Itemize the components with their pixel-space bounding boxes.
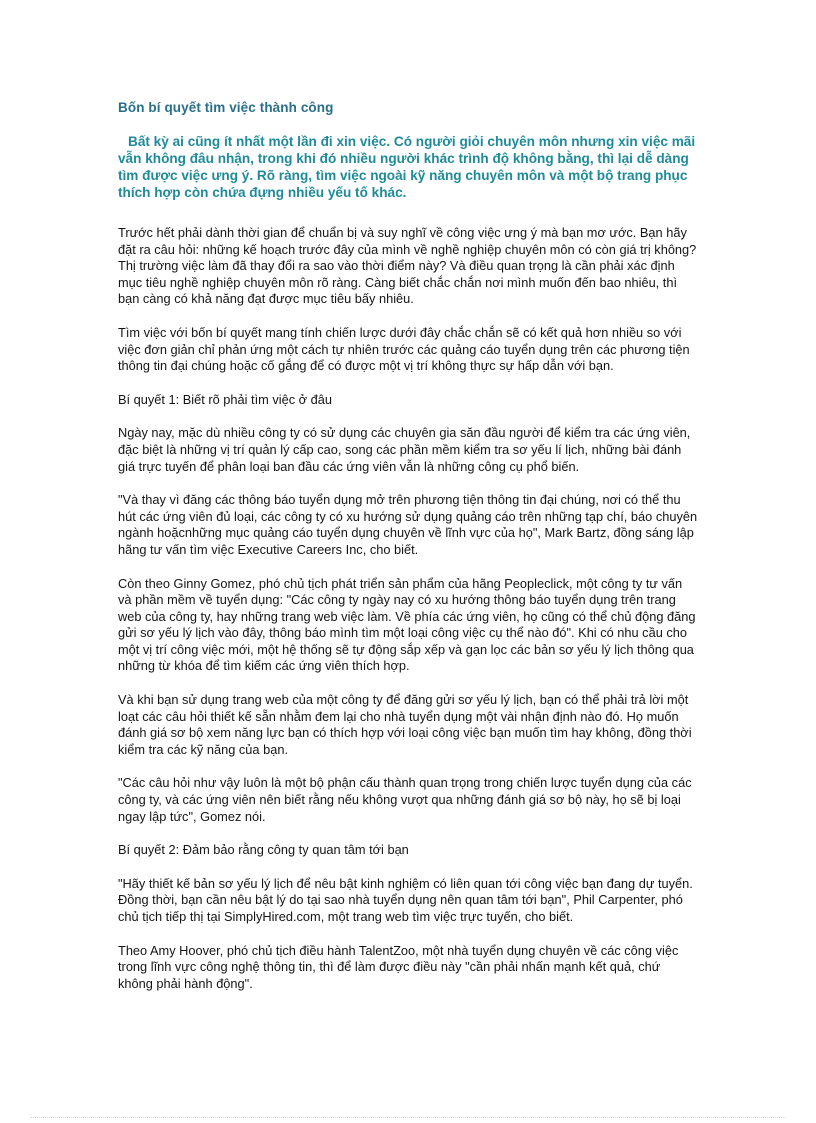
section-heading-2: Bí quyết 2: Đảm bảo rằng công ty quan tâm tới bạn [118, 842, 409, 858]
paragraph-1: Trước hết phải dành thời gian để chuẩn bị và suy nghĩ về công việc ưng ý mà bạn mơ ước. Bạn hãy đặt ra câu hỏi: những kế hoạch trước đây của mình về nghề nghiệp chuyên môn có còn giá trị không? Thị trường việc làm đã thay đổi ra sao vào thời điểm này? Và điều quan trọng là cần phải xác định mục tiêu nghề nghiệp chuyên môn rõ ràng. Càng biết chắc chắn nơi mình muốn đến bao nhiêu, thì bạn càng có khả năng đạt được mục tiêu bấy nhiêu. [118, 225, 697, 307]
lead-paragraph: Bất kỳ ai cũng ít nhất một lần đi xin việc. Có người giỏi chuyên môn nhưng xin việc mãi vẫn không đâu nhận, trong khi đó nhiều người khác trình độ không bằng, thì lại dễ dàng tìm được việc ưng ý. Rõ ràng, tìm việc ngoài kỹ năng chuyên môn và một bộ trang phục thích hợp còn chứa đựng nhiều yếu tố khác. [118, 134, 696, 200]
paragraph-6: Và khi bạn sử dụng trang web của một công ty để đăng gửi sơ yếu lý lịch, bạn có thể phải trả lời một loạt các câu hỏi thiết kế sẵn nhằm đem lại cho nhà tuyển dụng một vài nhận định nào đó. Họ muốn đánh giá sơ bộ xem năng lực bạn có thích hợp với loại công việc bạn muốn tìm hay không, đồng thời kiểm tra các kỹ năng của bạn. [118, 692, 692, 757]
document-title: Bốn bí quyết tìm việc thành công [118, 100, 334, 115]
paragraph-8: "Hãy thiết kế bản sơ yếu lý lịch để nêu bật kinh nghiệm có liên quan tới công việc bạn đang dự tuyển. Đồng thời, bạn cần nêu bật lý do tại sao nhà tuyển dụng nên quan tâm tới bạn", Phil Carpenter, phó chủ tịch tiếp thị tại SimplyHired.com, một trang web tìm việc trực tuyến, cho biết. [118, 875, 693, 924]
paragraph-3: Ngày nay, mặc dù nhiều công ty có sử dụng các chuyên gia săn đầu người để kiểm tra các ứng viên, đặc biệt là những vị trí quản lý cấp cao, song các phần mềm kiểm tra sơ yếu lí lịch, những bài đánh giá trực tuyến để phân loại ban đầu các ứng viên vẫn là những công cụ phổ biến. [118, 425, 691, 474]
page-bottom-divider [30, 1117, 786, 1118]
paragraph-5: Còn theo Ginny Gomez, phó chủ tịch phát triển sản phẩm của hãng Peopleclick, một công ty tư vấn và phần mềm về tuyển dụng: "Các công ty ngày nay có xu hướng thông báo tuyển dụng trên trang web của công ty, hay những trang web việc làm. Về phía các ứng viên, họ cũng có thể chủ động đăng gửi sơ yếu lý lịch vào đây, thông báo mình tìm một loại công việc cụ thể nào đó". Khi có nhu cầu cho một vị trí công việc mới, một hệ thống sẽ tự động sắp xếp và gạn lọc các bản sơ yếu lý lịch thông qua những từ khóa để tìm kiếm các ứng viên thích hợp. [118, 575, 696, 674]
document-page [118, 100, 698, 1009]
paragraph-9: Theo Amy Hoover, phó chủ tịch điều hành TalentZoo, một nhà tuyển dụng chuyên về các công việc trong lĩnh vực công nghệ thông tin, thì để làm được điều này "cần phải nhấn mạnh kết quả, chứ không phải hành động". [118, 942, 679, 991]
paragraph-7: "Các câu hỏi như vậy luôn là một bộ phận cấu thành quan trọng trong chiến lược tuyển dụng của các công ty, và các ứng viên nên biết rằng nếu không vượt qua những đánh giá sơ bộ này, họ sẽ bị loại ngay lập tức", Gomez nói. [118, 775, 692, 824]
paragraph-4: "Và thay vì đăng các thông báo tuyển dụng mở trên phương tiện thông tin đại chúng, nơi có thể thu hút các ứng viên đủ loại, các công ty có xu hướng sử dụng quảng cáo trên những tạp chí, báo chuyên ngành hoặcnhững mục quảng cáo tuyển dụng chuyên về lĩnh vực của họ", Mark Bartz, đồng sáng lập hãng tư vấn tìm việc Executive Careers Inc, cho biết. [118, 492, 698, 557]
paragraph-2: Tìm việc với bốn bí quyết mang tính chiến lược dưới đây chắc chắn sẽ có kết quả hơn nhiều so với việc đơn giản chỉ phản ứng một cách tự nhiên trước các quảng cáo tuyển dụng trên các phương tiện thông tin đại chúng hoặc cố gắng để có được một vị trí không thực sự hấp dẫn với bạn. [118, 324, 690, 374]
section-heading-1: Bí quyết 1: Biết rõ phải tìm việc ở đâu [118, 391, 332, 407]
